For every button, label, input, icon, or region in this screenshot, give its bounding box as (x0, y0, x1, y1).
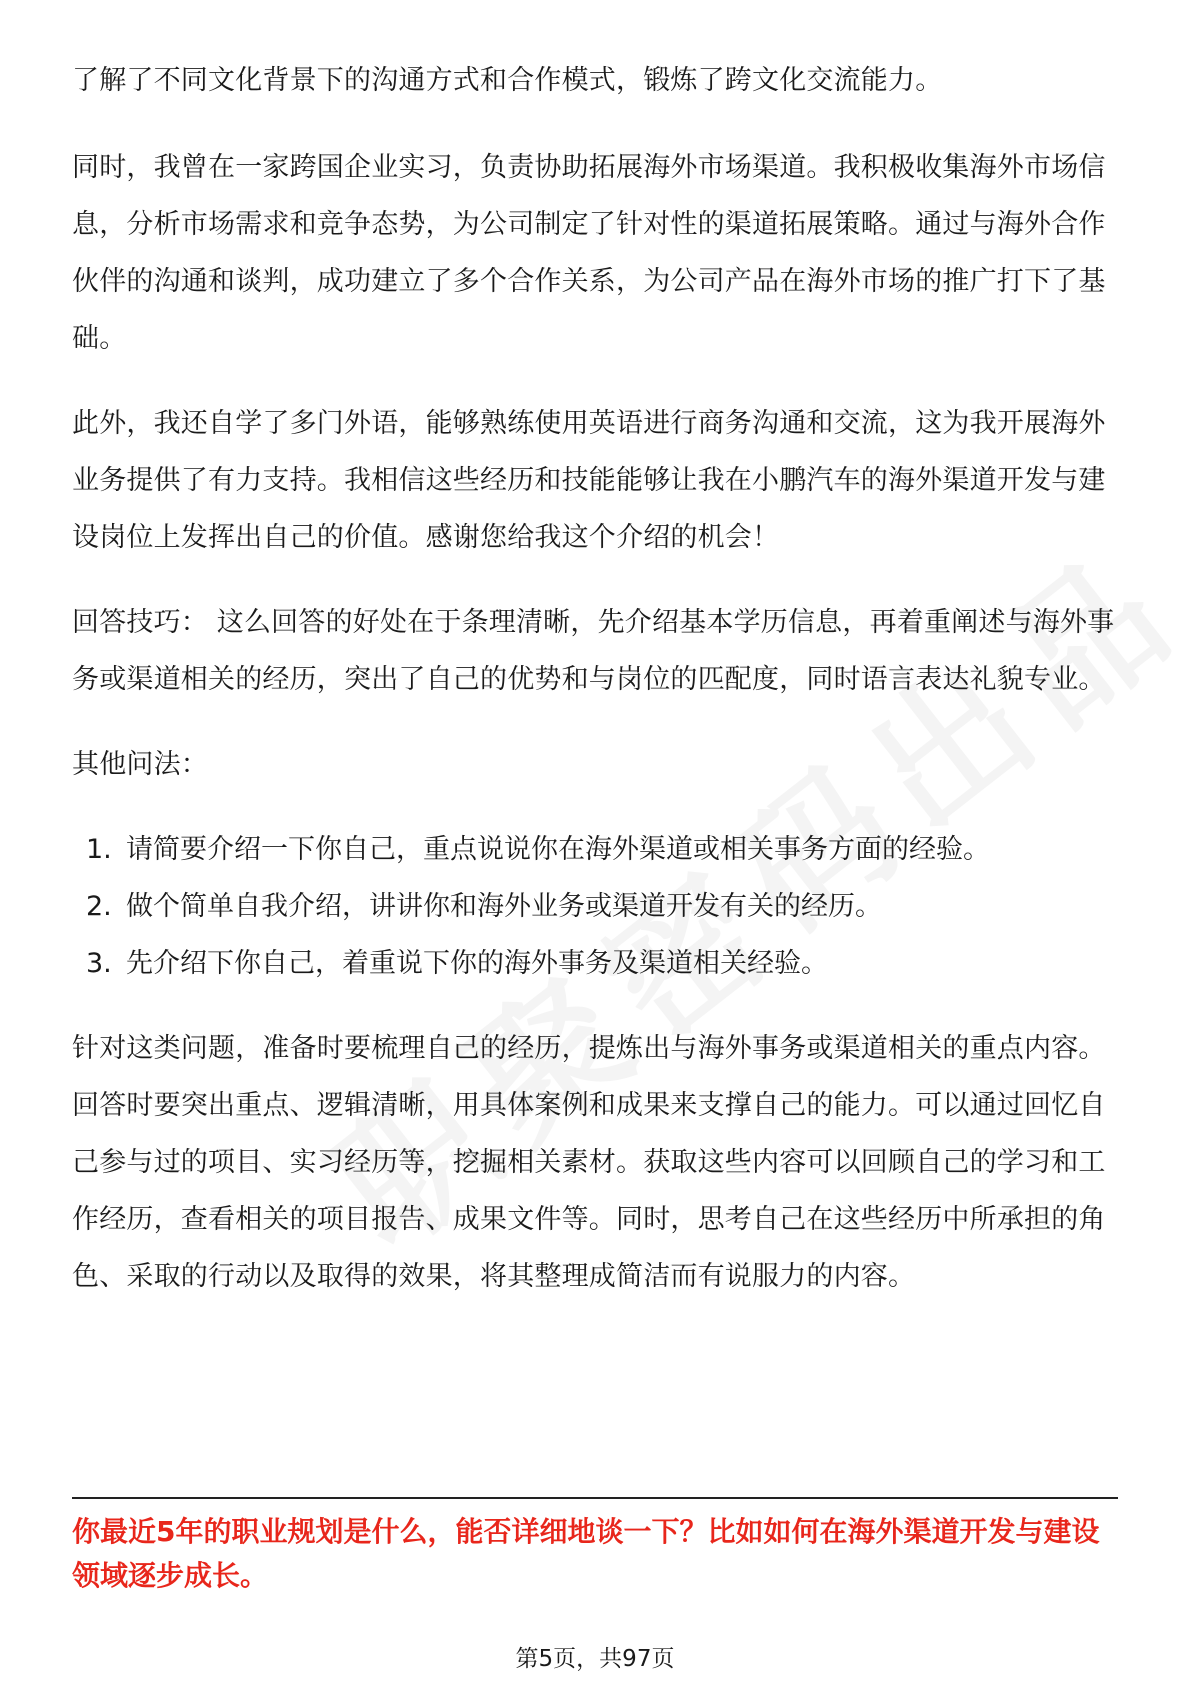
alt-questions-list (72, 821, 1118, 992)
list-item (72, 821, 1118, 878)
paragraph-internship: 同时，我曾在一家跨国企业实习，负责协助拓展海外市场渠道。我积极收集海外市场信息，分析市场需求和竞争态势，为公司制定了针对性的渠道拓展策略。通过与海外合作伙伴的沟通和谈判，成功建立了多个合作关系，为公司产品在海外市场的推广打下了基础。 (72, 152, 1106, 354)
list-item (72, 935, 1118, 992)
page-number: 第5页，共97页 (515, 1646, 675, 1672)
section-divider (72, 1497, 1118, 1499)
list-item-number: 3. (86, 948, 112, 979)
next-question-heading: 你最近5年的职业规划是什么，能否详细地谈一下？比如如何在海外渠道开发与建设领域逐步成长。 (72, 1515, 1100, 1592)
list-item-number: 2. (86, 891, 112, 922)
paragraph-cross-culture: 了解了不同文化背景下的沟通方式和合作模式，锻炼了跨文化交流能力。 (72, 65, 943, 96)
document-body (72, 52, 1118, 1333)
list-item (72, 878, 1118, 935)
paragraph-preparation-advice: 针对这类问题，准备时要梳理自己的经历，提炼出与海外事务或渠道相关的重点内容。回答时要突出重点、逻辑清晰，用具体案例和成果来支撑自己的能力。可以通过回忆自己参与过的项目、实习经历等，挖掘相关素材。获取这些内容可以回顾自己的学习和工作经历，查看相关的项目报告、成果文件等。同时，思考自己在这些经历中所承担的角色、采取的行动以及取得的效果，将其整理成简洁而有说服力的内容。 (72, 1033, 1106, 1292)
paragraph-other-questions-heading: 其他问法： (72, 749, 208, 780)
list-item-text: 请简要介绍一下你自己，重点说说你在海外渠道或相关事务方面的经验。 (126, 834, 990, 865)
list-item-number: 1. (86, 834, 112, 865)
list-item-text: 先介绍下你自己，着重说下你的海外事务及渠道相关经验。 (126, 948, 828, 979)
paragraph-answer-tips: 回答技巧： 这么回答的好处在于条理清晰，先介绍基本学历信息，再着重阐述与海外事务或渠道相关的经历，突出了自己的优势和与岗位的匹配度，同时语言表达礼貌专业。 (72, 607, 1115, 695)
list-item-text: 做个简单自我介绍，讲讲你和海外业务或渠道开发有关的经历。 (126, 891, 882, 922)
paragraph-languages: 此外，我还自学了多门外语，能够熟练使用英语进行商务沟通和交流，这为我开展海外业务提供了有力支持。我相信这些经历和技能能够让我在小鹏汽车的海外渠道开发与建设岗位上发挥出自己的价值。感谢您给我这个介绍的机会！ (72, 408, 1106, 553)
